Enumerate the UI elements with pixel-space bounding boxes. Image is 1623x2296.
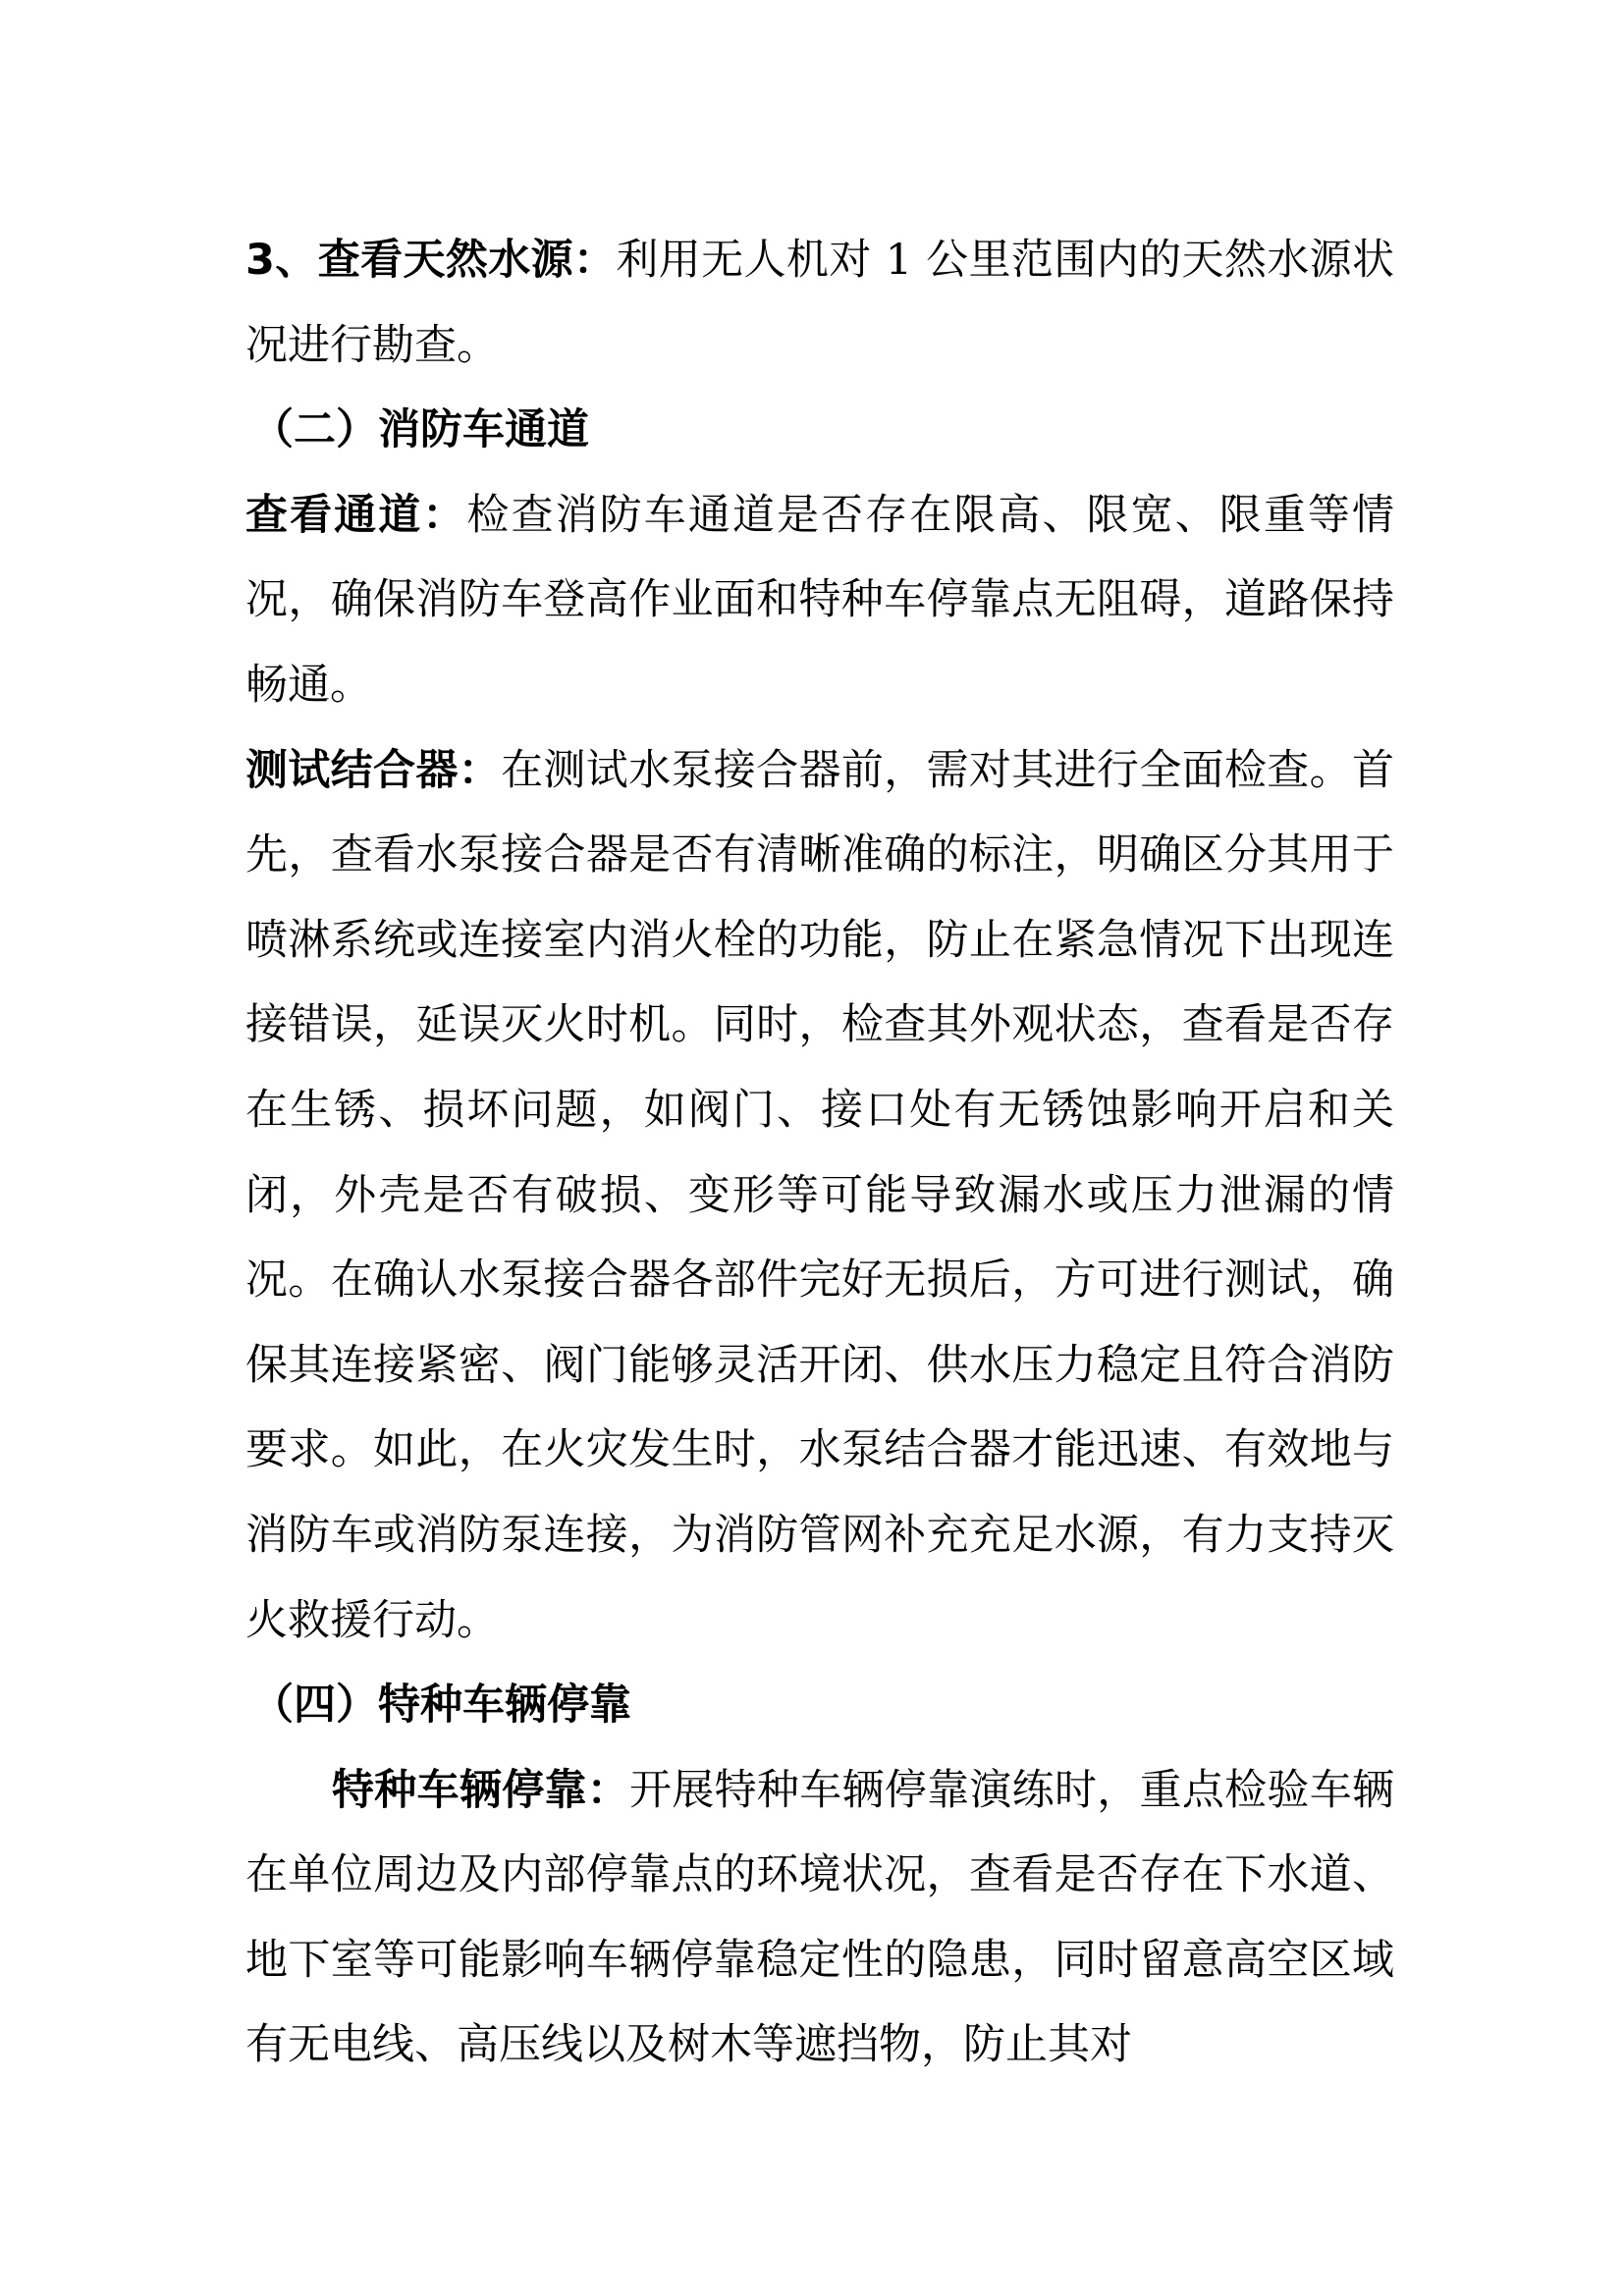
label-natural-water: 3、查看天然水源： (245, 236, 617, 285)
paragraph-natural-water (245, 218, 1394, 388)
paragraph-special-vehicle (245, 1748, 1394, 2088)
heading-fire-lane: （二）消防车通道 (251, 405, 589, 455)
text-test-connector: 在测试水泵接合器前，需对其进行全面检查。首先，查看水泵接合器是否有清晰准确的标注，明确区分其用于喷淋系统或连接室内消火栓的功能，防止在紧急情况下出现连接错误，延误灭火时机。同时，检查其外观状态，查看是否存在生锈、损坏问题，如阀门、接口处有无锈蚀影响开启和关闭，外壳是否有破损、变形等可能导致漏水或压力泄漏的情况。在确认水泵接合器各部件完好无损后，方可进行测试，确保其连接紧密、阀门能够灵活开闭、供水压力稳定且符合消防要求。如此，在火灾发生时，水泵结合器才能迅速、有效地与消防车或消防泵连接，为消防管网补充充足水源，有力支持灭火救援行动。 (245, 745, 1395, 1645)
text-check-channel: 检查消防车通道是否存在限高、限宽、限重等情况，确保消防车登高作业面和特种车停靠点无阻碍，道路保持畅通。 (245, 490, 1395, 710)
paragraph-test-connector (245, 728, 1394, 1664)
document-page (245, 218, 1394, 2088)
text-drone: 利用无人机 (616, 236, 830, 285)
heading-special-vehicle: （四）特种车辆停靠 (251, 1681, 631, 1731)
text-natural-water: 对 1 公里范围内的天然水源状况进行勘查。 (245, 236, 1395, 370)
label-test-connector: 测试结合器： (245, 745, 502, 795)
paragraph-check-channel (245, 473, 1394, 728)
text-special-vehicle: 开展特种车辆停靠演练时，重点检验车辆在单位周边及内部停靠点的环境状况，查看是否存在下水道、地下室等可能影响车辆停靠稳定性的隐患，同时留意高空区域有无电线、高压线以及树木等遮挡物，防止其对 (245, 1765, 1395, 2070)
label-check-channel: 查看通道： (245, 490, 467, 540)
label-special-vehicle: 特种车辆停靠： (332, 1765, 630, 1815)
